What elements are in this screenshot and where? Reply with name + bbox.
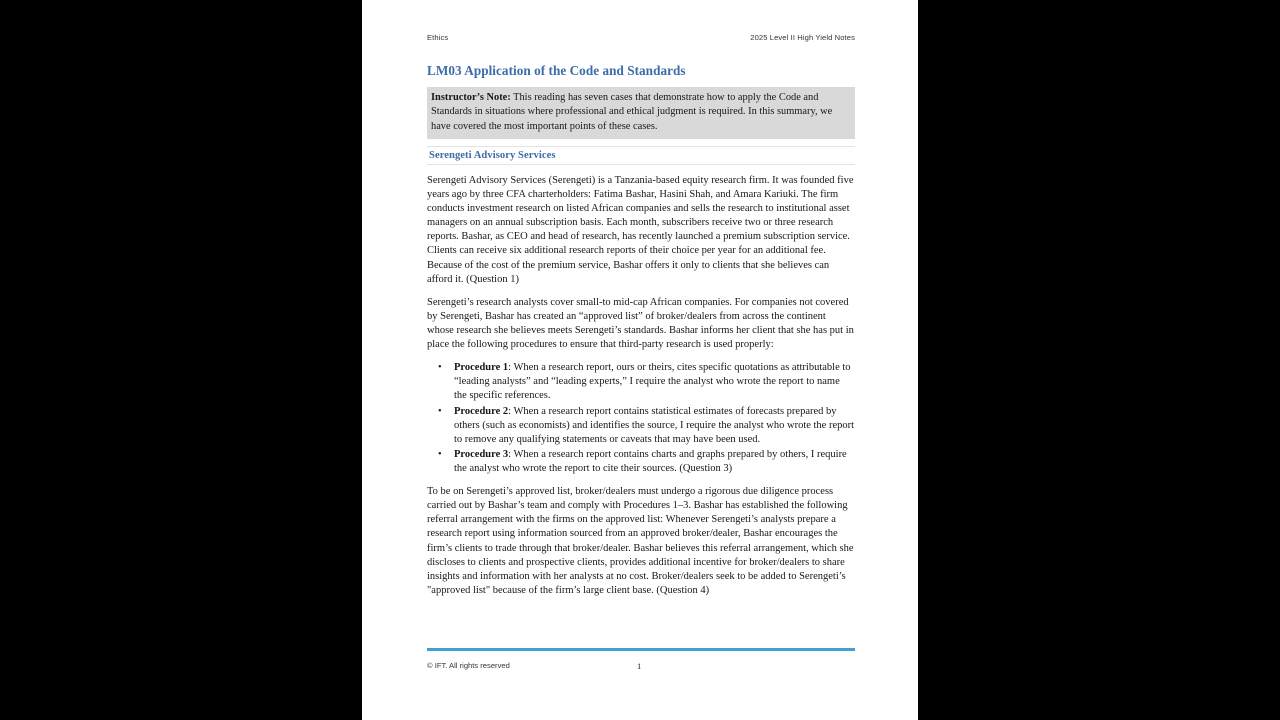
footer-page-number: 1: [637, 660, 642, 671]
list-item: [427, 405, 855, 447]
section-heading: Serengeti Advisory Services: [427, 146, 855, 165]
instructor-note-label: Instructor’s Note:: [431, 91, 511, 103]
document-page: [362, 0, 918, 720]
list-item: [427, 448, 855, 476]
procedure-label: Procedure 3: [454, 448, 509, 460]
page-title: LM03 Application of the Code and Standards: [427, 63, 686, 78]
footer-divider: [427, 648, 855, 651]
page-footer: [427, 648, 855, 675]
footer-row: [427, 661, 855, 675]
procedure-label: Procedure 1: [454, 362, 509, 374]
list-item: [427, 361, 855, 403]
procedures-list: [427, 361, 855, 476]
footer-copyright: © IFT. All rights reserved: [427, 660, 510, 670]
paragraph-approved-list: Serengeti’s research analysts cover small-to mid-cap African companies. For companies not covered by Serengeti, Bashar has created an “approved list” of broker/dealers from across the continent whose research she believes meets Serengeti’s standards. Bashar informs her client that she has put in place the following procedures to ensure that third-party research is used properly:: [427, 296, 854, 351]
bullet-icon: •: [438, 362, 442, 374]
procedure-label: Procedure 2: [454, 405, 509, 417]
header-subject-label: Ethics: [427, 33, 449, 42]
paragraph-case-intro: Serengeti Advisory Services (Serengeti) is a Tanzania-based equity research firm. It was founded five years ago by three CFA charterholders: Fatima Bashar, Hasini Shah, and Amara Kariuki. The firm conducts investment research on listed African companies and sells the research to institutional asset managers on an annual subscription basis. Each month, subscribers receive two or three research reports. Bashar, as CEO and head of research, has recently launched a premium subscription service. Clients can receive six additional research reports of their choice per year for an additional fee. Because of the cost of the premium service, Bashar offers it only to clients that she believes can afford it. (Question 1): [427, 174, 854, 285]
paragraph-referral-arrangement: To be on Serengeti’s approved list, broker/dealers must undergo a rigorous due diligence process carried out by Bashar’s team and comply with Procedures 1–3. Bashar has established the following referral arrangement with the firms on the approved list: Whenever Serengeti’s analysts prepare a research report using information sourced from an approved broker/dealer, Bashar encourages the firm’s clients to trade through that broker/dealer. Bashar believes this referral arrangement, which she discloses to clients and prospective clients, provides additional incentive for broker/dealers to share insights and information with her analysts at no cost. Broker/dealers seek to be added to Serengeti’s "approved list" because of the firm’s large client base. (Question 4): [427, 486, 854, 596]
procedure-text: : When a research report contains statistical estimates of forecasts prepared by others (such as economists) and identifies the source, I require the analyst who wrote the report to remove any qualifying statements or caveats that may have been used.: [454, 405, 855, 445]
header-edition-label: 2025 Level II High Yield Notes: [750, 33, 855, 42]
page-content-area: [427, 0, 855, 720]
running-header: [427, 0, 855, 42]
instructor-note-text: This reading has seven cases that demonstrate how to apply the Code and Standards in situations where professional and ethical judgment is required. In this summary, we have covered the most important points of these cases.: [431, 91, 833, 132]
instructor-note-callout: [427, 87, 855, 139]
bullet-icon: •: [438, 405, 442, 417]
bullet-icon: •: [438, 448, 442, 460]
procedure-text: : When a research report, ours or theirs, cites specific quotations as attributable to “leading analysts” and “leading experts,” I require the analyst who wrote the report to name the specific references.: [454, 362, 851, 402]
procedure-text: : When a research report contains charts and graphs prepared by others, I require the analyst who wrote the report to cite their sources. (Question 3): [454, 448, 847, 474]
